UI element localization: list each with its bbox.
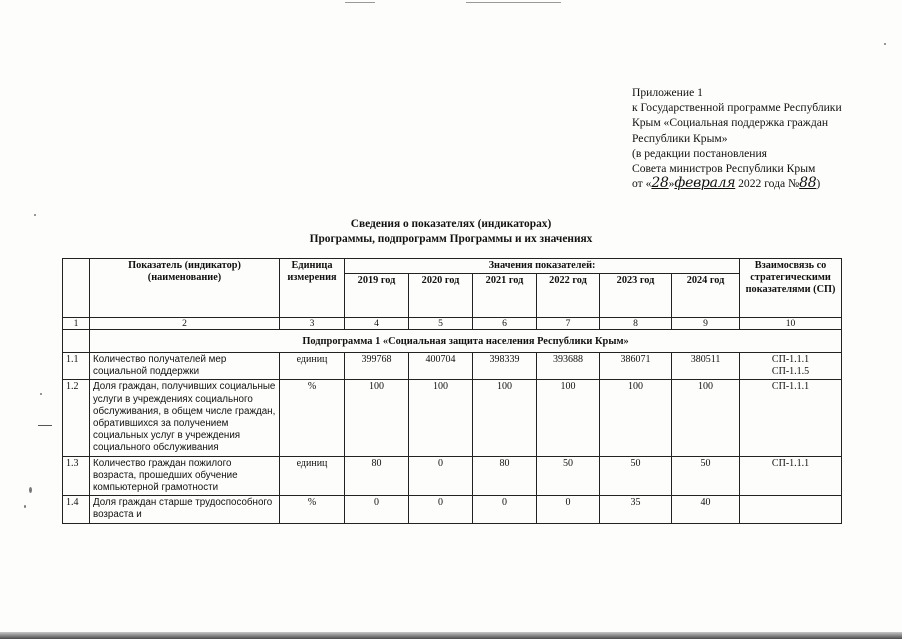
row-unit: единиц	[280, 353, 345, 380]
header-row-top	[63, 259, 842, 274]
row-unit: %	[280, 496, 345, 523]
row-value: 0	[537, 496, 600, 523]
header-year: 2024 год	[672, 274, 740, 318]
date-prefix: от «	[632, 177, 652, 191]
row-value: 398339	[473, 353, 537, 380]
row-value: 380511	[672, 353, 740, 380]
column-number: 9	[672, 318, 740, 330]
row-number: 1.1	[63, 353, 90, 380]
row-indicator-name: Доля граждан старше трудоспособного возраста и	[90, 496, 280, 523]
date-suffix: 2022 года №	[738, 177, 800, 191]
row-value: 0	[409, 456, 473, 496]
handwritten-number: 88	[799, 175, 817, 192]
appendix-date-line	[632, 176, 892, 191]
column-number: 6	[473, 318, 537, 330]
column-number: 4	[345, 318, 409, 330]
column-numbers-row	[63, 318, 842, 330]
date-sep: »	[668, 177, 675, 191]
row-unit: единиц	[280, 456, 345, 496]
row-number: 1.4	[63, 496, 90, 523]
header-year: 2019 год	[345, 274, 409, 318]
header-num	[63, 259, 90, 318]
row-value: 35	[600, 496, 672, 523]
row-value: 100	[672, 380, 740, 456]
row-link-item: СП-1.1.5	[771, 366, 810, 377]
row-value: 80	[473, 456, 537, 496]
row-value: 393688	[537, 353, 600, 380]
header-indicator: Показатель (индикатор) (наименование)	[90, 259, 280, 318]
row-link	[740, 496, 842, 523]
table-row	[63, 380, 842, 456]
header-year: 2021 год	[473, 274, 537, 318]
header-values-group: Значения показателей:	[345, 259, 740, 274]
column-number: 2	[90, 318, 280, 330]
column-number: 7	[537, 318, 600, 330]
column-number: 5	[409, 318, 473, 330]
row-link	[740, 456, 842, 496]
appendix-line: Крым «Социальная поддержка граждан	[632, 116, 829, 130]
row-value: 400704	[409, 353, 473, 380]
header-year: 2023 год	[600, 274, 672, 318]
table-row	[63, 353, 842, 380]
column-number: 3	[280, 318, 345, 330]
header-link: Взаимосвязь со стратегическими показателями (СП)	[740, 259, 842, 318]
row-link-item: СП-1.1.1	[771, 381, 810, 393]
indicators-table	[62, 258, 842, 524]
row-value: 100	[537, 380, 600, 456]
scan-speck	[29, 487, 32, 493]
row-unit: %	[280, 380, 345, 456]
row-indicator-name: Количество граждан пожилого возраста, прошедших обучение компьютерной грамотности	[90, 456, 280, 496]
row-value: 399768	[345, 353, 409, 380]
header-unit: Единица измерения	[280, 259, 345, 318]
handwritten-month: февраля	[674, 175, 736, 192]
row-link	[740, 353, 842, 380]
row-value: 100	[600, 380, 672, 456]
scan-speck	[34, 214, 36, 216]
row-value: 50	[672, 456, 740, 496]
subprogram-title: Подпрограмма 1 «Социальная защита населения Республики Крым»	[90, 330, 842, 353]
scan-speck	[40, 393, 42, 395]
appendix-header	[632, 85, 892, 191]
column-number: 8	[600, 318, 672, 330]
row-number: 1.3	[63, 456, 90, 496]
header-year: 2022 год	[537, 274, 600, 318]
header-year: 2020 год	[409, 274, 473, 318]
subprogram-row	[63, 330, 842, 353]
scan-edge-shadow	[0, 632, 902, 639]
scan-speck	[24, 505, 26, 508]
document-title	[0, 217, 902, 247]
scan-mark	[345, 2, 375, 3]
appendix-line: Совета министров Республики Крым	[632, 162, 816, 176]
date-close: )	[816, 177, 821, 191]
scan-mark	[466, 2, 561, 3]
row-indicator-name: Доля граждан, получивших социальные услуги в учреждениях социального обслуживания, в общем числе граждан, обратившихся за получением социальных услуг в учреждения социального обслуживания	[90, 380, 280, 456]
table-row	[63, 496, 842, 523]
table-row	[63, 456, 842, 496]
appendix-line: (в редакции постановления	[632, 146, 767, 160]
row-value: 100	[473, 380, 537, 456]
title-line-1: Сведения о показателях (индикаторах)	[350, 218, 552, 230]
row-value: 0	[345, 496, 409, 523]
handwritten-day: 28	[651, 175, 669, 192]
row-value: 80	[345, 456, 409, 496]
appendix-line: Республики Крым»	[632, 131, 728, 145]
appendix-line: к Государственной программе Республики	[632, 101, 842, 115]
row-value: 0	[473, 496, 537, 523]
row-value: 50	[600, 456, 672, 496]
row-link-item: СП-1.1.1	[771, 457, 810, 469]
row-link-item: СП-1.1.1	[771, 354, 810, 365]
scan-speck	[884, 43, 886, 45]
title-line-2: Программы, подпрограмм Программы и их значениях	[309, 233, 593, 245]
row-value: 50	[537, 456, 600, 496]
row-value: 40	[672, 496, 740, 523]
row-value: 0	[409, 496, 473, 523]
subprogram-num-cell	[63, 330, 90, 353]
row-number: 1.2	[63, 380, 90, 456]
row-value: 100	[345, 380, 409, 456]
row-link	[740, 380, 842, 456]
column-number: 10	[740, 318, 842, 330]
column-number: 1	[63, 318, 90, 330]
row-value: 386071	[600, 353, 672, 380]
scan-mark	[38, 425, 52, 426]
appendix-line: Приложение 1	[632, 86, 703, 99]
row-indicator-name: Количество получателей мер социальной поддержки	[90, 353, 280, 380]
row-value: 100	[409, 380, 473, 456]
